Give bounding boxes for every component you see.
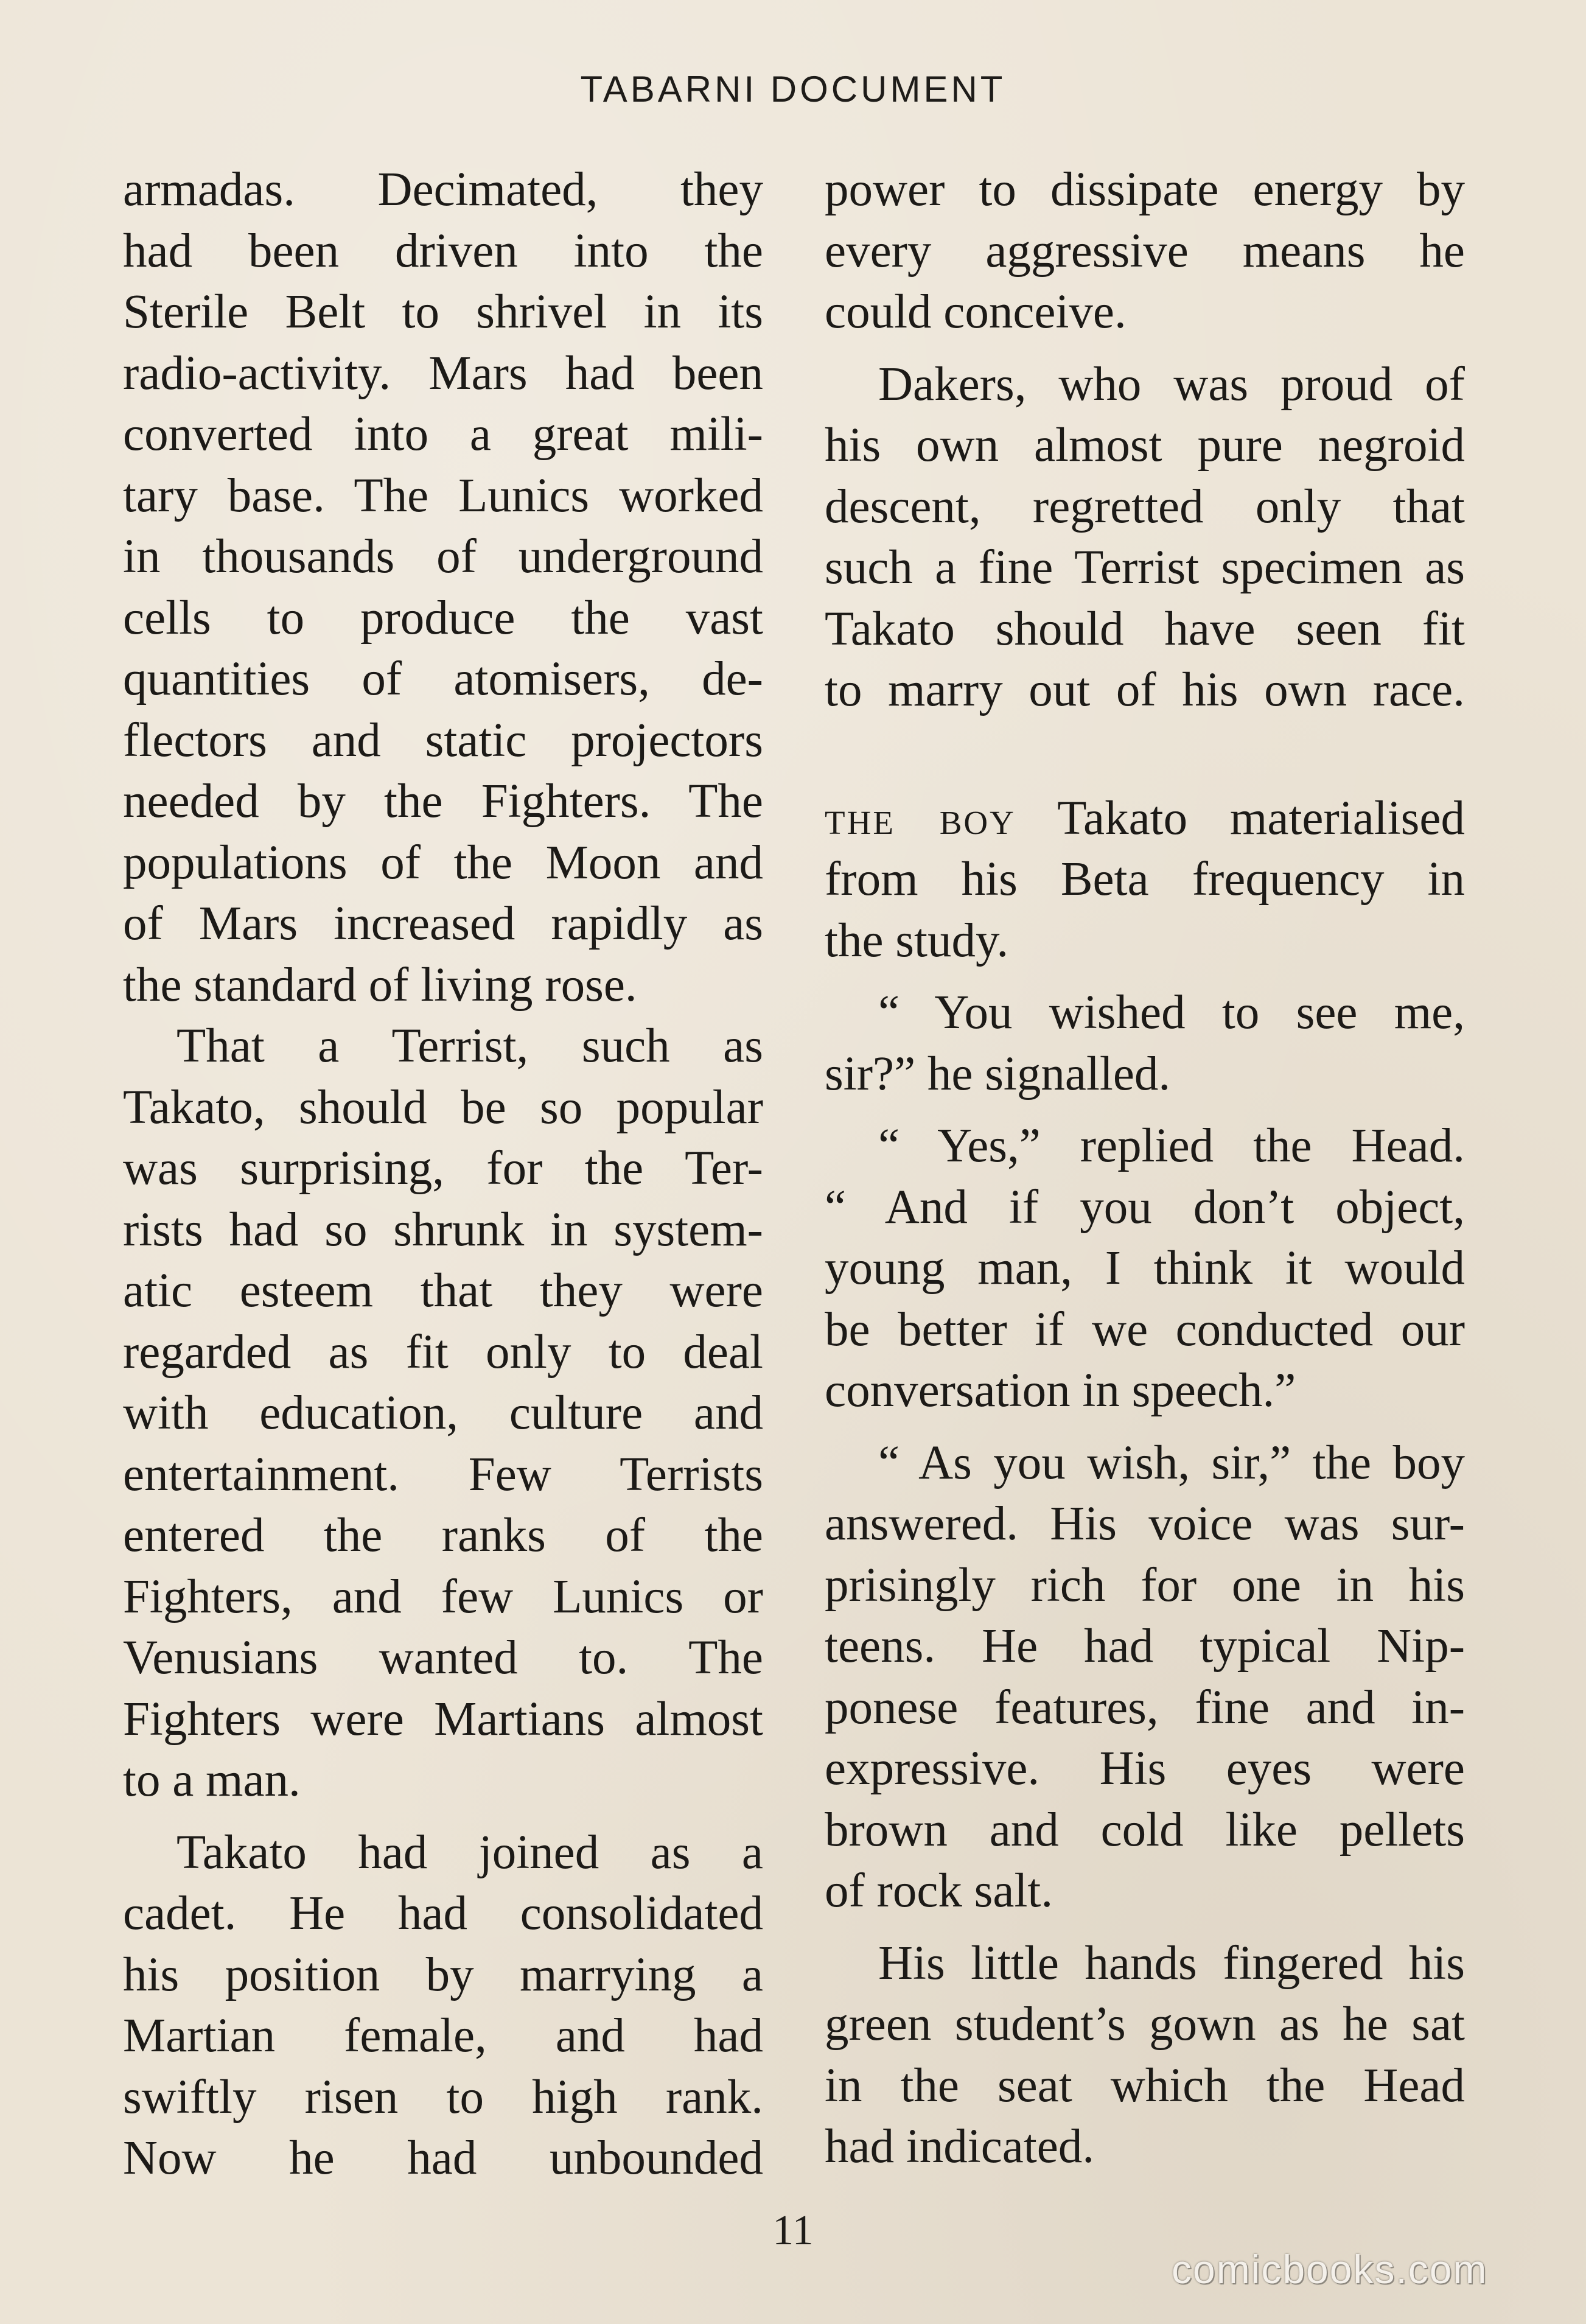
text-line: cells to produce the vast bbox=[123, 591, 763, 645]
text-line: Takato had joined as a bbox=[176, 1825, 763, 1879]
left-text-column bbox=[123, 159, 763, 2189]
text-line: prisingly rich for one in his bbox=[825, 1558, 1465, 1612]
text-line: the standard of living rose. bbox=[123, 958, 637, 1012]
text-line: “ Yes,” replied the Head. bbox=[878, 1119, 1465, 1172]
text-line: had indicated. bbox=[825, 2120, 1095, 2173]
text-line: of rock salt. bbox=[825, 1864, 1053, 1917]
text-line: Dakers, who was proud of bbox=[878, 357, 1465, 411]
text-line: entered the ranks of the bbox=[123, 1509, 763, 1562]
text-line: Fighters, and few Lunics or bbox=[123, 1570, 763, 1623]
text-line: in thousands of underground bbox=[123, 530, 763, 583]
text-line: could conceive. bbox=[825, 285, 1127, 338]
text-line: His little hands fingered his bbox=[878, 1936, 1465, 1990]
text-line: the study. bbox=[825, 914, 1009, 967]
text-line: “ As you wish, sir,” the boy bbox=[878, 1436, 1465, 1489]
text-line: Now he had unbounded bbox=[123, 2132, 763, 2185]
text-line: in the seat which the Head bbox=[825, 2059, 1465, 2112]
text-line: to marry out of his own race. bbox=[825, 663, 1465, 716]
text-line: sir?” he signalled. bbox=[825, 1047, 1171, 1101]
text-line: “ And if you don’t object, bbox=[825, 1180, 1465, 1234]
text-line: entertainment. Few Terrists bbox=[123, 1447, 763, 1501]
text-line: Fighters were Martians almost bbox=[123, 1692, 763, 1746]
text-line: answered. His voice was sur- bbox=[825, 1497, 1465, 1550]
text-line: ponese features, fine and in- bbox=[825, 1681, 1465, 1734]
text-line: descent, regretted only that bbox=[825, 480, 1465, 533]
text-line: of Mars increased rapidly as bbox=[123, 897, 763, 950]
text-line: Takato should have seen fit bbox=[825, 602, 1465, 656]
text-line: his position by marrying a bbox=[123, 1948, 763, 2001]
text-line: had been driven into the bbox=[123, 224, 763, 278]
text-line: tary base. The Lunics worked bbox=[123, 469, 763, 522]
text-line: needed by the Fighters. The bbox=[123, 775, 763, 828]
text-line: populations of the Moon and bbox=[123, 836, 763, 889]
text-line: was surprising, for the Ter- bbox=[123, 1142, 763, 1195]
text-line: his own almost pure negroid bbox=[825, 419, 1465, 472]
text-line: atic esteem that they were bbox=[123, 1264, 763, 1317]
watermark: comicbooks.com bbox=[1172, 2247, 1488, 2292]
text-line: Martian female, and had bbox=[123, 2009, 763, 2062]
text-line: radio-activity. Mars had been bbox=[123, 346, 763, 400]
text-line: armadas. Decimated, they bbox=[123, 163, 763, 216]
section-opening-smallcaps: the boy bbox=[825, 791, 1016, 845]
text-line: converted into a great mili- bbox=[123, 408, 763, 461]
text-line: with education, culture and bbox=[123, 1387, 763, 1440]
text-line: teens. He had typical Nip- bbox=[825, 1620, 1465, 1673]
text-line: such a fine Terrist specimen as bbox=[825, 541, 1465, 594]
text-line: flectors and static projectors bbox=[123, 713, 763, 767]
text-line: green student’s gown as he sat bbox=[825, 1998, 1465, 2051]
text-line: brown and cold like pellets bbox=[825, 1803, 1465, 1857]
text-line: to a man. bbox=[123, 1754, 301, 1807]
text-line: That a Terrist, such as bbox=[176, 1020, 763, 1073]
text-line: quantities of atomisers, de- bbox=[123, 653, 763, 705]
text-line: “ You wished to see me, bbox=[878, 986, 1465, 1039]
text-line: regarded as fit only to deal bbox=[123, 1325, 763, 1379]
text-line: swiftly risen to high rank. bbox=[123, 2070, 763, 2124]
text-line: Sterile Belt to shrivel in its bbox=[123, 285, 763, 338]
text-line: be better if we conducted our bbox=[825, 1303, 1465, 1356]
section-opening-line: the boy Takato materialised bbox=[825, 791, 1465, 845]
page-number: 11 bbox=[772, 2207, 814, 2254]
text-line: expressive. His eyes were bbox=[825, 1742, 1465, 1795]
text-line: cadet. He had consolidated bbox=[123, 1887, 763, 1940]
text-line: conversation in speech.” bbox=[825, 1364, 1296, 1417]
text-line: Takato, should be so popular bbox=[123, 1080, 763, 1134]
text-line: every aggressive means he bbox=[825, 224, 1465, 278]
text-line: Venusians wanted to. The bbox=[123, 1631, 763, 1684]
text-line: from his Beta frequency in bbox=[825, 853, 1465, 906]
right-text-column bbox=[825, 159, 1465, 2178]
running-head: TABARNI DOCUMENT bbox=[580, 69, 1006, 110]
text-line: rists had so shrunk in system- bbox=[123, 1203, 763, 1256]
text-line: young man, I think it would bbox=[825, 1242, 1465, 1295]
text-line: power to dissipate energy by bbox=[825, 163, 1465, 216]
